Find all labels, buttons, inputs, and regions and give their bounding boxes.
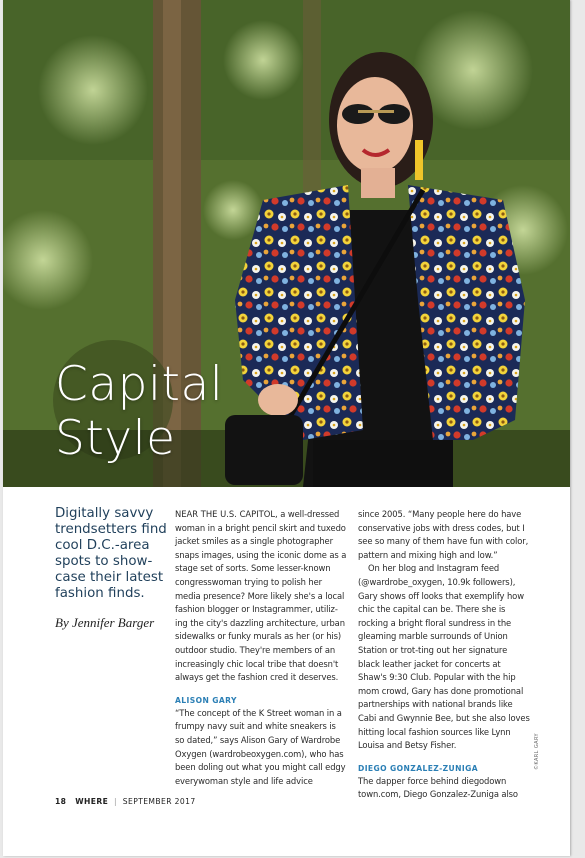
article-title [55, 358, 355, 466]
hero-photo [3, 0, 570, 487]
paragraph-2: “The concept of the K Street woman in a frumpy navy suit and white sneakers is so dated,” says Alison Gary of Wardrobe Oxygen (wardrobeoxygen.com), who has been doling out what you might call edgy everywoman style and life advice [175, 707, 346, 786]
paragraph-3: since 2005. “Many people here do have conservative jobs with dress codes, but I see so many of them have fun with color, pattern and mixing high and low.” [358, 509, 529, 560]
article-deck: Digitally savvy trendsetters find cool D.C.-area spots to show-case their latest fashion finds. [55, 506, 167, 601]
title-line-2: Style [55, 411, 176, 466]
paragraph-1-text: a well-dressed woman in a bright pencil skirt and tuxedo jacket smiles as a single photographer snaps images, using the iconic dome as a stage set of sorts. Some lesser-known congresswoman trying to polish her media presence? More likely she's a local fashion blogger or Instagrammer, utiliz-ing the city's dazzling architecture, urban sidewalks or funky murals as her (or his) outdoor studio. They're members of an increasingly chic local tribe that doesn't always get the fashion cred it deserves. [175, 509, 347, 683]
paragraph-1 [175, 508, 347, 685]
body-column-1 [175, 508, 347, 788]
magazine-page [3, 0, 570, 856]
footer-separator: | [114, 797, 117, 806]
page-footer [55, 797, 196, 806]
paragraph-4: On her blog and Instagram feed (@wardrobe_oxygen, 10.9k followers), Gary shows off looks that exemplify how chic the capital can be. There she is rocking a bright floral sundress in the gleaming marble surrounds of Union Station or trot-ting out her signature black leather jacket for concerts at Shaw's 9:30 Club. Popular with the hip mom crowd, Gary has done promotional partnerships with national brands like Cabi and Gwynnie Bee, but she also loves hitting local fashion sources like Lynn Louisa and Betsy Fisher. [358, 563, 530, 751]
section-head-alison-gary: ALISON GARY [175, 695, 237, 705]
paragraph-5: The dapper force behind diegodown town.com, Diego Gonzalez-Zuniga also [358, 775, 518, 800]
section-head-diego: DIEGO GONZALEZ-ZUNIGA [358, 763, 478, 773]
body-column-2 [358, 508, 530, 802]
article-byline: By Jennifer Barger [55, 615, 155, 630]
photo-credit: ©KARL GARY [534, 733, 540, 770]
magazine-name: WHERE [75, 797, 109, 806]
issue-date: SEPTEMBER 2017 [122, 797, 196, 806]
title-line-1: Capital [55, 357, 224, 412]
page-number: 18 [55, 797, 67, 806]
lead-in: NEAR THE U.S. CAPITOL, [175, 509, 278, 519]
